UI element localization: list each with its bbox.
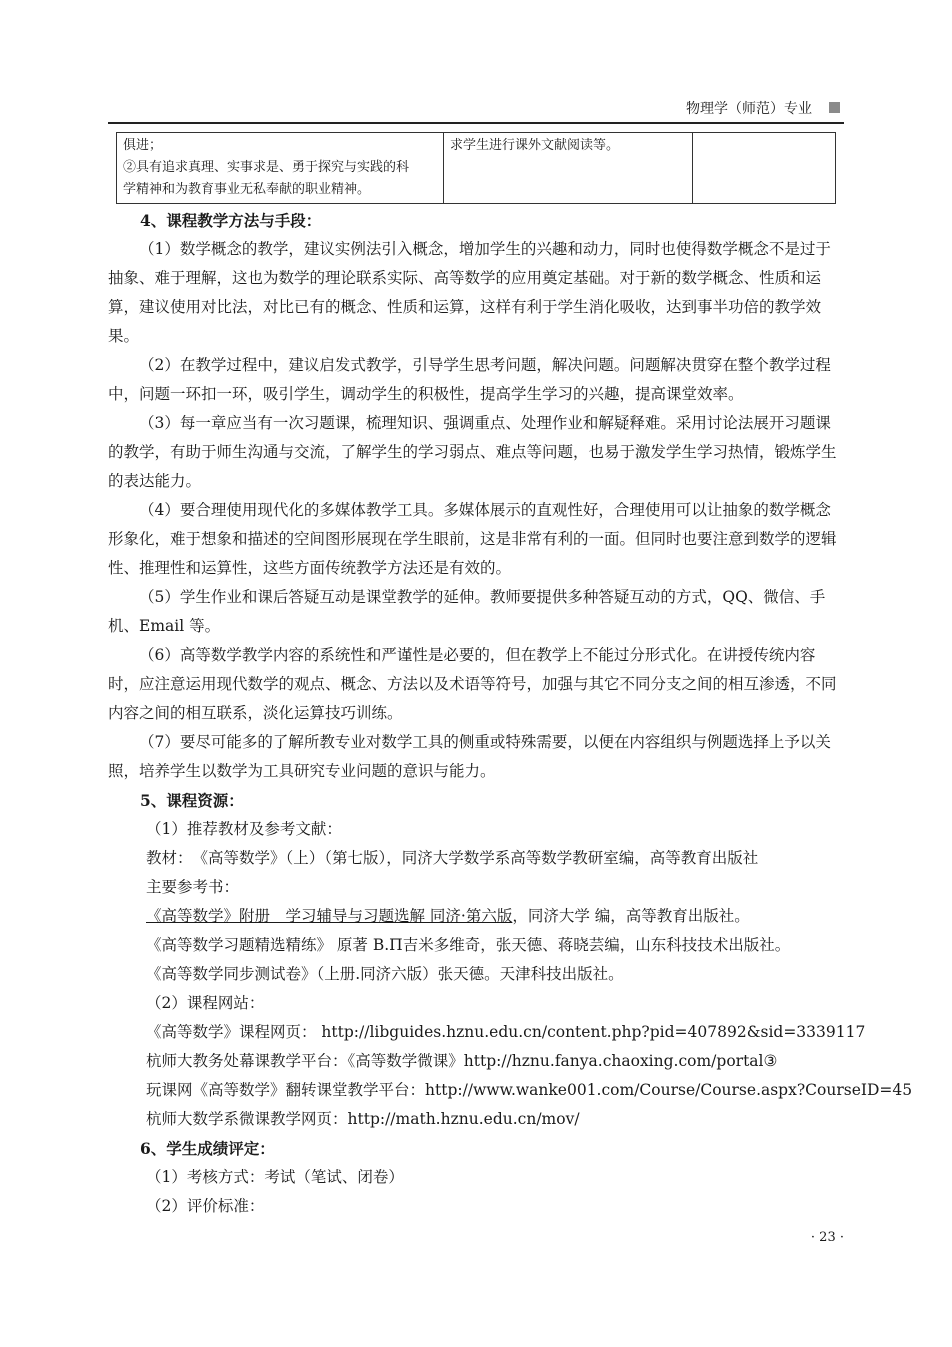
section-heading: 4、课程教学方法与手段： — [140, 211, 322, 230]
reference-line: 《高等数学习题精选精练》 原著 B.П吉米多维奇，张天德、蒋晓芸编，山东科技技术出版社。 — [146, 936, 791, 954]
square-icon — [829, 102, 840, 113]
cell-line: 俱进； — [123, 138, 163, 153]
text-line: （2）评价标准： — [146, 1197, 265, 1215]
main-content — [108, 206, 913, 1221]
paragraph: （5）学生作业和课后答疑互动是课堂教学的延伸。教师要提供多种答疑互动的方式，QQ、微信、手机、Email 等。 — [108, 588, 826, 635]
paragraph: （3）每一章应当有一次习题课，梳理知识、强调重点、处理作业和解疑释难。采用讨论法展开习题课的教学，有助于师生沟通与交流，了解学生的学习弱点、难点等问题，也易于激发学生学习热情，锻炼学生的表达能力。 — [108, 414, 837, 490]
header-title: 物理学（师范）专业 — [686, 101, 812, 117]
url-line: 玩课网《高等数学》翻转课堂教学平台：http://www.wanke001.com/Course/Course.aspx?CourseID=45 — [146, 1081, 913, 1099]
text-line: （1）考核方式：考试（笔试、闭卷） — [146, 1168, 404, 1186]
text-line: （2）课程网站： — [146, 994, 265, 1012]
reference-title: 《高等数学》附册 学习辅导与习题选解 同济·第六版 — [146, 907, 513, 925]
page-number: · 23 · — [810, 1230, 844, 1245]
paragraph: （1）数学概念的教学，建议实例法引入概念，增加学生的兴趣和动力，同时也使得数学概念不是过于抽象、难于理解，这也为数学的理论联系实际、高等数学的应用奠定基础。对于新的数学概念、性质和运算，建议使用对比法，对比已有的概念、性质和运算，这样有利于学生消化吸收，达到事半功倍的教学效果。 — [108, 240, 831, 345]
page-header — [108, 96, 844, 124]
text-line: 教材： 《高等数学》（上）（第七版），同济大学数学系高等数学教研室编，高等教育出版社 — [146, 849, 759, 867]
url-line: 《高等数学》课程网页： http://libguides.hznu.edu.cn/content.php?pid=407892&sid=3339117 — [146, 1023, 866, 1041]
url-line: 杭师大教务处幕课教学平台：《高等数学微课》http://hznu.fanya.chaoxing.com/portal③ — [146, 1052, 778, 1070]
paragraph: （4）要合理使用现代化的多媒体教学工具。多媒体展示的直观性好，合理使用可以让抽象的数学概念形象化，难于想象和描述的空间图形展现在学生眼前，这是非常有利的一面。但同时也要注意到数学的逻辑性、推理性和运算性，这些方面传统教学方法还是有效的。 — [108, 501, 837, 577]
table-fragment — [116, 132, 836, 204]
section-heading: 5、课程资源： — [140, 791, 244, 810]
paragraph: （7）要尽可能多的了解所教专业对数学工具的侧重或特殊需要，以便在内容组织与例题选择上予以关照，培养学生以数学为工具研究专业问题的意识与能力。 — [108, 733, 831, 780]
cell-line: 学精神和为教育事业无私奉献的职业精神。 — [123, 182, 371, 197]
paragraph: （2）在教学过程中，建议启发式教学，引导学生思考问题，解决问题。问题解决贯穿在整个教学过程中，问题一环扣一环，吸引学生，调动学生的积极性，提高学生学习的兴趣，提高课堂效率。 — [108, 356, 831, 403]
reference-line — [108, 902, 844, 931]
cell-line: ②具有追求真理、实事求是、勇于探究与实践的科 — [123, 160, 410, 175]
reference-publisher: ，同济大学 编，高等教育出版社。 — [512, 907, 750, 925]
text-line: 主要参考书： — [146, 878, 240, 896]
paragraph: （6）高等数学教学内容的系统性和严谨性是必要的，但在教学上不能过分形式化。在讲授传统内容时，应注意运用现代数学的观点、概念、方法以及术语等符号，加强与其它不同分支之间的相互渗透，不同内容之间的相互联系，淡化运算技巧训练。 — [108, 646, 837, 722]
table-row — [117, 133, 836, 204]
reference-line: 《高等数学同步测试卷》（上册.同济六版）张天德。天津科技出版社。 — [146, 965, 624, 983]
table-cell-empty — [693, 133, 836, 204]
table-cell-goals — [117, 133, 444, 204]
text-line: （1）推荐教材及参考文献： — [146, 820, 342, 838]
section-heading: 6、学生成绩评定： — [140, 1139, 275, 1158]
table-cell-method: 求学生进行课外文献阅读等。 — [444, 133, 693, 204]
url-line: 杭师大数学系微课教学网页：http://math.hznu.edu.cn/mov/ — [146, 1110, 580, 1128]
